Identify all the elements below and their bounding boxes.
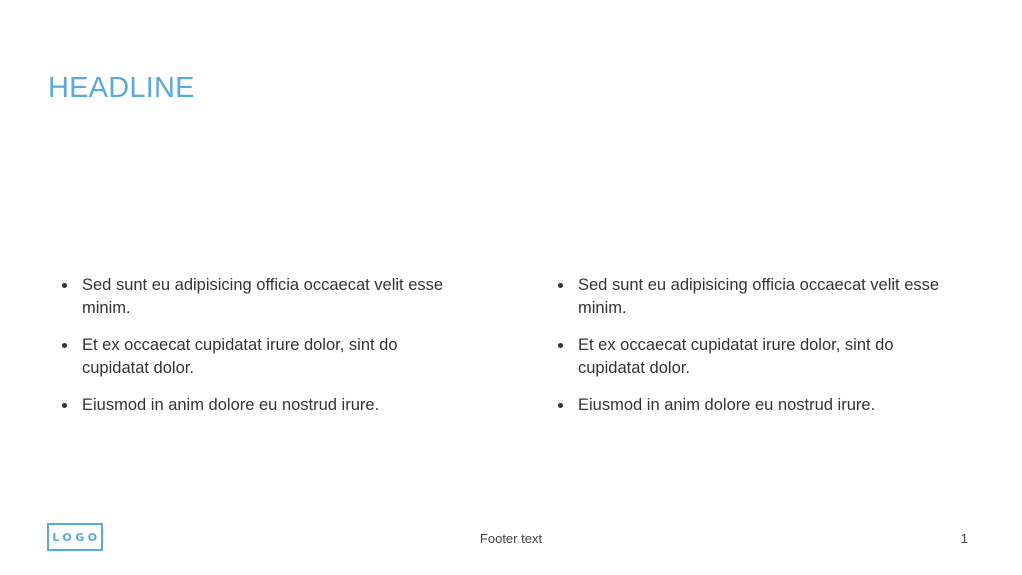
bullet-item xyxy=(60,274,460,320)
bullet-text: Sed sunt eu adipisicing officia occaecat velit esse minim. xyxy=(578,276,940,317)
bullet-list-left xyxy=(60,274,460,431)
bullet-item xyxy=(556,394,956,417)
bullet-item xyxy=(556,334,956,380)
bullet-dot-icon xyxy=(558,403,563,408)
headline: HEADLINE xyxy=(48,72,195,104)
bullet-list-right xyxy=(556,274,956,431)
bullet-item xyxy=(556,274,956,320)
logo-text: LOGO xyxy=(52,530,101,544)
bullet-item xyxy=(60,334,460,380)
bullet-dot-icon xyxy=(558,343,563,348)
bullet-text: Et ex occaecat cupidatat irure dolor, sint do cupidatat dolor. xyxy=(578,336,894,377)
bullet-dot-icon xyxy=(558,283,563,288)
bullet-text: Et ex occaecat cupidatat irure dolor, sint do cupidatat dolor. xyxy=(82,336,398,377)
bullet-text: Eiusmod in anim dolore eu nostrud irure. xyxy=(578,396,876,414)
bullet-dot-icon xyxy=(62,283,67,288)
bullet-text: Sed sunt eu adipisicing officia occaecat velit esse minim. xyxy=(82,276,444,317)
bullet-dot-icon xyxy=(62,403,67,408)
page-number: 1 xyxy=(960,531,968,546)
bullet-text: Eiusmod in anim dolore eu nostrud irure. xyxy=(82,396,380,414)
bullet-item xyxy=(60,394,460,417)
bullet-dot-icon xyxy=(62,343,67,348)
footer-text: Footer text xyxy=(479,531,543,546)
